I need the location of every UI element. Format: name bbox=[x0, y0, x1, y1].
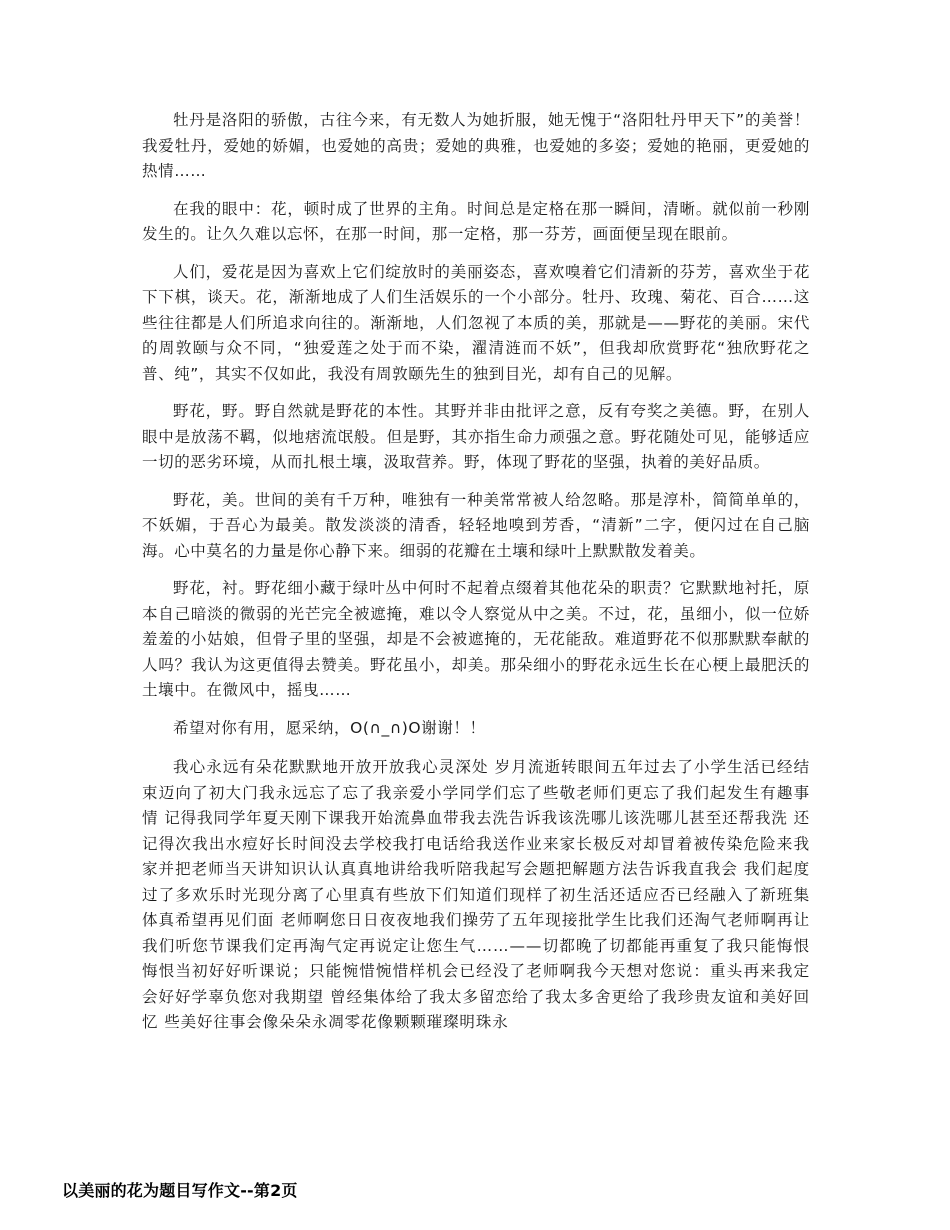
paragraph-peony: 牡丹是洛阳的骄傲，古往今来，有无数人为她折服，她无愧于“洛阳牡丹甲天下”的美誉！我爱牡丹，爱她的娇媚，也爱她的高贵；爱她的典雅，也爱她的多姿；爱她的艳丽，更爱她的热情…… bbox=[142, 111, 810, 180]
paragraph-school-memories: 我心永远有朵花默默地开放开放我心灵深处 岁月流逝转眼间五年过去了小学生活已经结束迈向了初大门我永远忘了忘了我亲爱小学同学们忘了些敬老师们更忘了我们起发生有趣事情 记得我同学年夏天刚下课我开始流鼻血带我去洗告诉我该洗哪儿该洗哪儿甚至还帮我洗 还记得次我出水痘好长时间没去学校我打电话给我送作业来家长极反对却冒着被传染危险来我家并把老师当天讲知识认认真真地讲给我听陪我起写会题把解题方法告诉我直我会 我们起度过了多欢乐时光现分离了心里真有些放下们知道们现样了初生活还适应否已经融入了新班集体真希望再见们面 老师啊您日日夜夜地我们操劳了五年现接批学生比我们还淘气老师啊再让我们听您节课我们定再淘气定再说定让您生气……——切都晚了切都能再重复了我只能悔恨悔恨当初好好听课说；只能惋惜惋惜样机会已经没了老师啊我今天想对您说：重头再来我定会好好学辜负您对我期望 曾经集体给了我太多留恋给了我太多舍更给了我珍贵友谊和美好回忆 些美好往事会像朵朵永凋零花像颗颗璀璨明珠永 bbox=[142, 758, 810, 1031]
document-body bbox=[142, 108, 810, 1048]
paragraph-wild-flower-wild: 野花，野。野自然就是野花的本性。其野并非由批评之意，反有夸奖之美德。野，在别人眼中是放荡不羁，似地痞流氓般。但是野，其亦指生命力顽强之意。野花随处可见，能够适应一切的恶劣环境，从而扎根土壤，汲取营养。野，体现了野花的坚强，执着的美好品质。 bbox=[142, 402, 810, 471]
paragraph-wild-flower-foil: 野花，衬。野花细小藏于绿叶丛中何时不起着点缀着其他花朵的职责？它默默地衬托，原本自己暗淡的微弱的光芒完全被遮掩，难以令人察觉从中之美。不过，花，虽细小，似一位娇羞羞的小姑娘，但骨子里的坚强，却是不会被遮掩的，无花能敌。难道野花不似那默默奉献的人吗？我认为这更值得去赞美。野花虽小，却美。那朵细小的野花永远生长在心梗上最肥沃的土壤中。在微风中，摇曳…… bbox=[142, 579, 810, 699]
paragraph-wild-flower-beauty: 野花，美。世间的美有千万种，唯独有一种美常常被人给忽略。那是淳朴，简简单单的，不妖媚，于吾心为最美。散发淡淡的清香，轻轻地嗅到芳香，“清新”二字，便闪过在自己脑海。心中莫名的力量是你心静下来。细弱的花瓣在土壤和绿叶上默默散发着美。 bbox=[142, 490, 810, 560]
paragraph-people-love-flowers: 人们，爱花是因为喜欢上它们绽放时的美丽姿态，喜欢嗅着它们清新的芬芳，喜欢坐于花下下棋，谈天。花，渐渐地成了人们生活娱乐的一个小部分。牡丹、玫瑰、菊花、百合……这些往往都是人们所追求向往的。渐渐地，人们忽视了本质的美，那就是——野花的美丽。宋代的周敦颐与众不同，“独爱莲之处于而不染，濯清涟而不妖”，但我却欣赏野花“独欣野花之普、纯”，其实不仅如此，我没有周敦颐先生的独到目光，却有自己的见解。 bbox=[142, 262, 810, 383]
paragraph-thanks: 希望对你有用，愿采纳，O(∩_∩)O谢谢！！ bbox=[173, 718, 486, 737]
paragraph-flower-protagonist: 在我的眼中：花，顿时成了世界的主角。时间总是定格在那一瞬间，清晰。就似前一秒刚发生的。让久久难以忘怀，在那一时间，那一定格，那一芬芳，画面便呈现在眼前。 bbox=[142, 199, 810, 243]
footer-page-title: 以美丽的花为题目写作文--第2页 bbox=[62, 1181, 298, 1200]
